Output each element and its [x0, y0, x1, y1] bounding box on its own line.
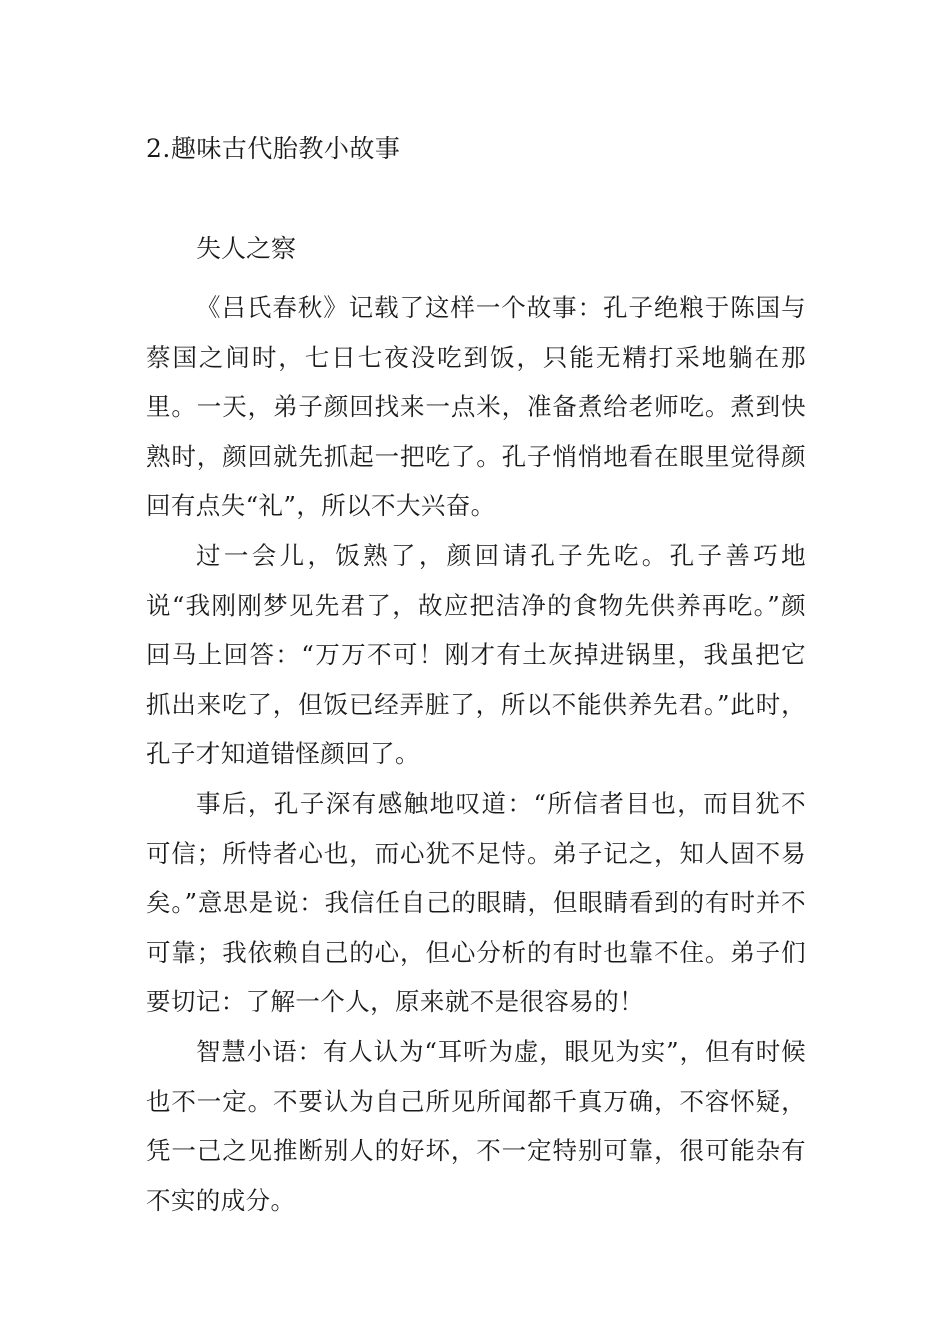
document-heading: 2.趣味古代胎教小故事 [146, 134, 401, 163]
paragraph-3: 事后，孔子深有感触地叹道：“所信者目也，而目犹不可信；所恃者心也，而心犹不足恃。弟子记之，知人固不易矣。”意思是说：我信任自己的眼睛，但眼睛看到的有时并不可靠；我依赖自己的心，但心分析的有时也靠不住。弟子们要切记：了解一个人，原来就不是很容易的！ [146, 788, 806, 1017]
story-title: 失人之察 [196, 234, 297, 263]
paragraph-4: 智慧小语：有人认为“耳听为虚，眼见为实”，但有时候也不一定。不要认为自己所见所闻都千真万确，不容怀疑，凭一己之见推断别人的好坏，不一定特别可靠，很可能杂有不实的成分。 [146, 1036, 806, 1215]
paragraph-1: 《吕氏春秋》记载了这样一个故事：孔子绝粮于陈国与蔡国之间时，七日七夜没吃到饭，只能无精打采地躺在那里。一天，弟子颜回找来一点米，准备煮给老师吃。煮到快熟时，颜回就先抓起一把吃了。孔子悄悄地看在眼里觉得颜回有点失“礼”，所以不大兴奋。 [146, 293, 806, 521]
story-body [146, 283, 806, 1225]
paragraph-2: 过一会儿，饭熟了，颜回请孔子先吃。孔子善巧地说“我刚刚梦见先君了，故应把洁净的食物先供养再吃。”颜回马上回答：“万万不可！刚才有土灰掉进锅里，我虽把它抓出来吃了，但饭已经弄脏了，所以不能供养先君。”此时，孔子才知道错怪颜回了。 [146, 540, 806, 769]
